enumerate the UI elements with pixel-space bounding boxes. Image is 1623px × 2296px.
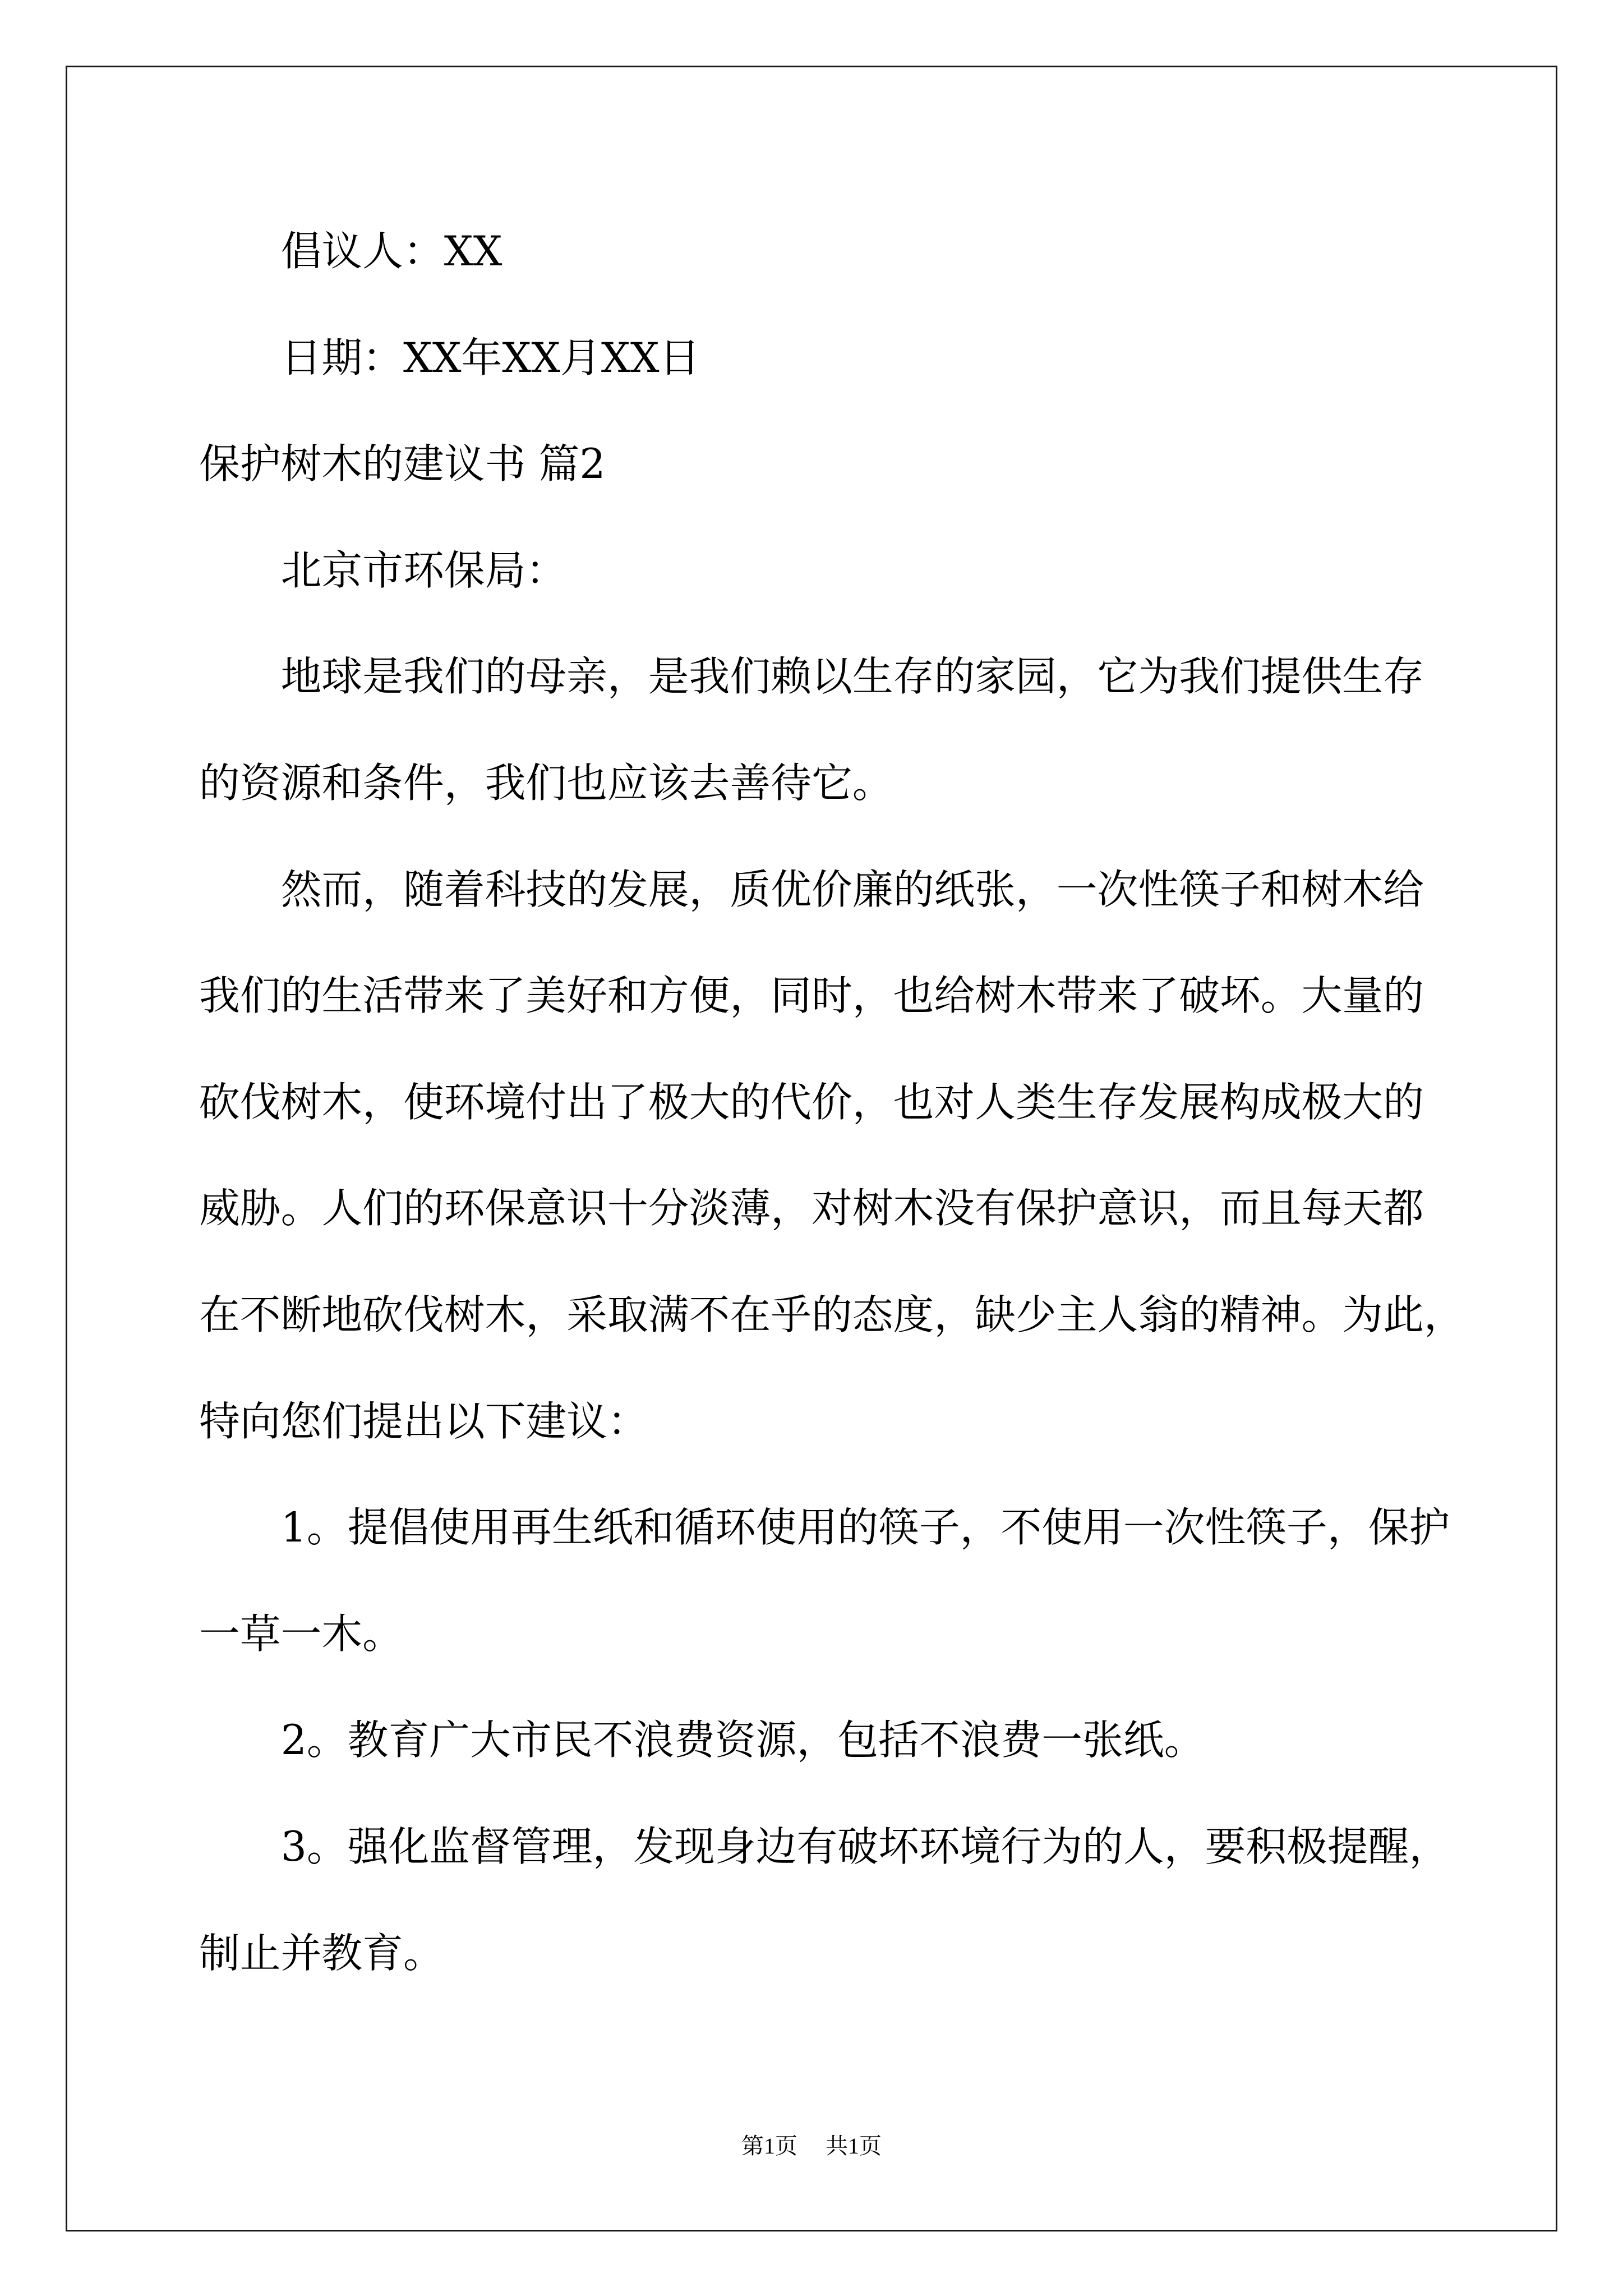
document-body: [199, 199, 1500, 2007]
suggestion-3: [199, 1794, 1500, 2007]
paragraph-line: 1。提倡使用再生纸和循环使用的筷子，不使用一次性筷子，保护: [280, 1504, 1450, 1552]
page-footer: 第1页 共1页: [741, 2133, 882, 2159]
paragraph-line: 威胁。人们的环保意识十分淡薄，对树木没有保护意识，而且每天都: [199, 1185, 1424, 1233]
salutation: 北京市环保局：: [280, 546, 567, 595]
proposer-line: 倡议人：XX: [280, 228, 502, 275]
paragraph-line: 我们的生活带来了美好和方便，同时，也给树木带来了破坏。大量的: [199, 972, 1424, 1020]
paragraph-line: 在不断地砍伐树木，采取满不在乎的态度，缺少主人翁的精神。为此，: [199, 1291, 1465, 1339]
suggestion-2: [199, 1687, 1500, 1794]
paragraph-line: 制止并教育。: [199, 1929, 444, 1977]
paragraph-line: 特向您们提出以下建议：: [199, 1397, 648, 1446]
paragraph-line: 然而，随着科技的发展，质优价廉的纸张，一次性筷子和树木给: [280, 866, 1424, 914]
paragraph-line: 3。强化监督管理，发现身边有破坏环境行为的人，要积极提醒，: [280, 1823, 1450, 1871]
suggestion-1: [199, 1475, 1500, 1687]
section-title: 保护树木的建议书 篇2: [199, 440, 606, 489]
paragraph-line: 一草一木。: [199, 1610, 403, 1658]
paragraph-1: [199, 624, 1500, 836]
paragraph-line: 地球是我们的母亲，是我们赖以生存的家园，它为我们提供生存: [280, 653, 1424, 701]
paragraph-line: 的资源和条件，我们也应该去善待它。: [199, 759, 893, 807]
paragraph-line: 2。教育广大市民不浪费资源，包括不浪费一张纸。: [280, 1717, 1205, 1765]
date-line: 日期：XX年XX月XX日: [280, 334, 700, 382]
paragraph-line: 砍伐树木，使环境付出了极大的代价，也对人类生存发展构成极大的: [199, 1078, 1424, 1126]
paragraph-2: [199, 837, 1500, 1475]
